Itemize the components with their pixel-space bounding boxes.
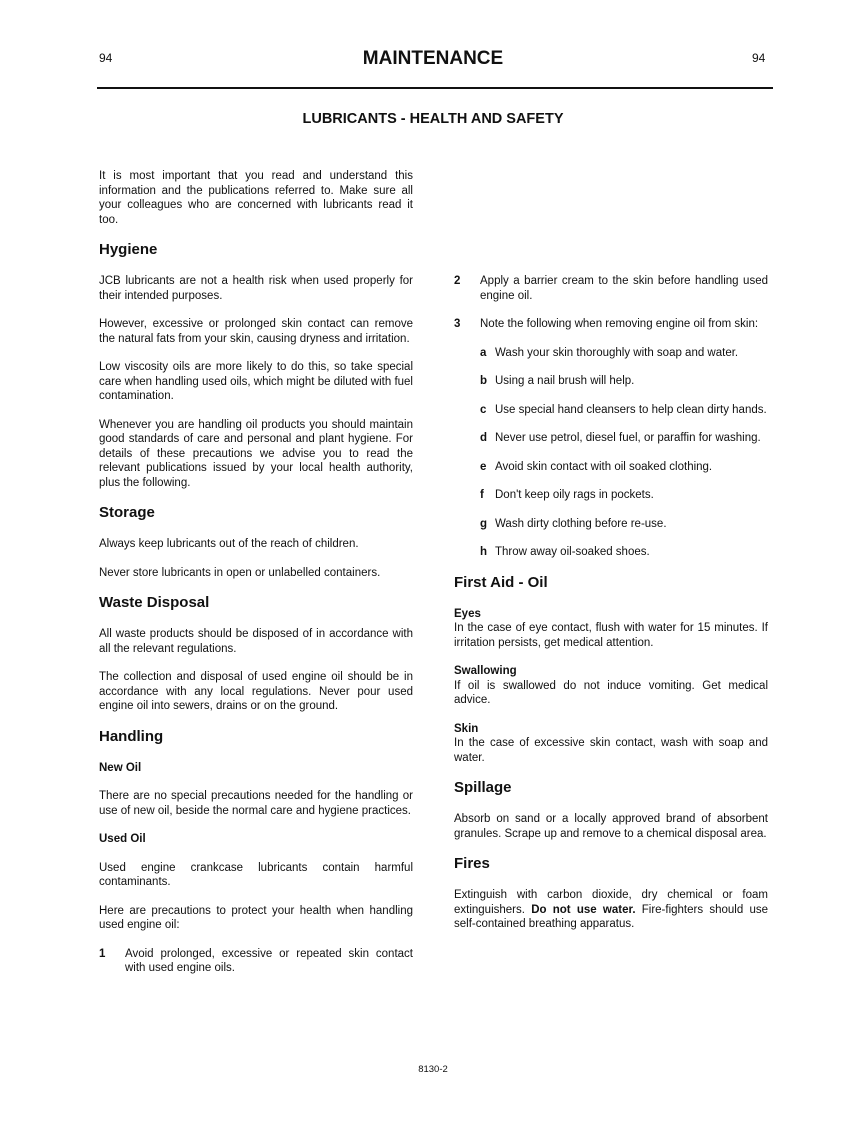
item-text: Apply a barrier cream to the skin before handling used engine oil. — [480, 275, 768, 302]
item-number: 2 — [454, 275, 461, 287]
section-title: LUBRICANTS - HEALTH AND SAFETY — [302, 111, 564, 127]
first-aid-eyes — [454, 607, 768, 651]
skin-text: In the case of excessive skin contact, wash with soap and water. — [454, 737, 768, 764]
item-number: 1 — [99, 947, 106, 960]
lettered-item — [480, 488, 768, 503]
item-text: Using a nail brush will help. — [495, 375, 635, 387]
item-letter: g — [480, 517, 488, 530]
item-letter: d — [480, 432, 488, 444]
fires-heading: Fires — [454, 855, 490, 872]
hygiene-paragraph: JCB lubricants are not a health risk when used properly for their intended purposes. — [99, 275, 413, 302]
hygiene-paragraph: Whenever you are handling oil products you should maintain good standards of care and personal and plant hygiene. For details of these precautions we advise you to read the relevant publications issued by your local health authority, plus the following. — [99, 418, 413, 489]
new-oil-paragraph: There are no special precautions needed for the handling or use of new oil, beside the normal care and hygiene practices. — [99, 790, 413, 817]
handling-heading: Handling — [99, 727, 164, 745]
eyes-text: In the case of eye contact, flush with water for 15 minutes. If irritation persists, get medical attention. — [454, 622, 768, 649]
used-oil-heading: Used Oil — [99, 833, 146, 845]
eyes-heading: Eyes — [454, 607, 481, 620]
item-letter: a — [480, 346, 487, 359]
item-text: Throw away oil-soaked shoes. — [495, 546, 650, 558]
item-text: Wash your skin thoroughly with soap and water. — [495, 346, 739, 359]
item-number: 3 — [454, 318, 461, 330]
hygiene-paragraph: Low viscosity oils are more likely to do this, so take special care when handling used oils, which might be diluted with fuel contamination. — [99, 361, 413, 402]
storage-heading: Storage — [99, 504, 155, 521]
item-text: Use special hand cleansers to help clean dirty hands. — [495, 403, 767, 416]
skin-heading: Skin — [454, 722, 479, 735]
item-letter: b — [480, 375, 488, 387]
item-text: Note the following when removing engine oil from skin: — [480, 318, 759, 330]
fires-paragraph — [454, 888, 768, 932]
fires-text: Fire-fighters should use self-contained breathing apparatus. — [454, 903, 768, 930]
item-letter: h — [480, 546, 488, 558]
lettered-item — [480, 431, 768, 446]
waste-paragraph: All waste products should be disposed of in accordance with all the relevant regulations. — [99, 628, 413, 655]
lettered-item — [480, 403, 768, 418]
item-text: Avoid prolonged, excessive or repeated skin contact with used engine oils. — [125, 947, 413, 974]
item-text: Avoid skin contact with oil soaked clothing. — [495, 460, 713, 473]
numbered-item — [99, 947, 413, 976]
lettered-item — [480, 374, 768, 389]
first-aid-heading: First Aid - Oil — [454, 573, 548, 591]
spillage-heading: Spillage — [454, 779, 512, 796]
fires-text: Extinguish with carbon dioxide, dry chemical or foam extinguishers. — [454, 889, 768, 916]
waste-disposal-heading: Waste Disposal — [99, 594, 210, 611]
first-aid-swallowing — [454, 664, 768, 708]
spillage-paragraph: Absorb on sand or a locally approved brand of absorbent granules. Scrape up and remove to a chemical disposal area. — [454, 813, 768, 840]
hygiene-paragraph: However, excessive or prolonged skin contact can remove the natural fats from your skin, causing dryness and irritation. — [99, 318, 413, 345]
lettered-item — [480, 460, 768, 475]
lettered-item — [480, 517, 768, 532]
new-oil-heading: New Oil — [99, 761, 142, 774]
right-column — [454, 274, 768, 946]
hygiene-heading: Hygiene — [99, 241, 158, 258]
lettered-item — [480, 346, 768, 361]
fires-warning: Do not use water. — [531, 903, 636, 916]
document-code: 8130-2 — [418, 1064, 448, 1075]
swallowing-heading: Swallowing — [454, 665, 517, 677]
item-letter: f — [480, 489, 484, 501]
lettered-item — [480, 545, 768, 560]
numbered-item — [454, 317, 768, 332]
first-aid-skin — [454, 722, 768, 766]
header-rule — [97, 87, 773, 89]
item-letter: e — [480, 460, 487, 473]
page-number-left: 94 — [99, 51, 113, 65]
waste-paragraph: The collection and disposal of used engine oil should be in accordance with any local regulations. Never pour used engine oil into sewers, drains or on the ground. — [99, 671, 413, 712]
numbered-item — [454, 274, 768, 303]
page-title: MAINTENANCE — [362, 48, 504, 69]
item-text: Wash dirty clothing before re-use. — [495, 517, 667, 530]
item-text: Don't keep oily rags in pockets. — [495, 489, 654, 501]
storage-paragraph: Never store lubricants in open or unlabelled containers. — [99, 566, 381, 579]
swallowing-text: If oil is swallowed do not induce vomiting. Get medical advice. — [454, 679, 768, 706]
page-number-right: 94 — [752, 51, 766, 65]
intro-paragraph: It is most important that you read and understand this information and the publications referred to. Make sure all your colleagues who are concerned with lubricants read it too. — [99, 170, 413, 226]
left-column — [99, 169, 413, 990]
item-letter: c — [480, 403, 487, 416]
storage-paragraph: Always keep lubricants out of the reach of children. — [99, 538, 359, 550]
precautions-intro: Here are precautions to protect your health when handling used engine oil: — [99, 904, 413, 931]
item-text: Never use petrol, diesel fuel, or paraffin for washing. — [495, 432, 761, 444]
used-oil-paragraph: Used engine crankcase lubricants contain harmful contaminants. — [99, 861, 413, 888]
